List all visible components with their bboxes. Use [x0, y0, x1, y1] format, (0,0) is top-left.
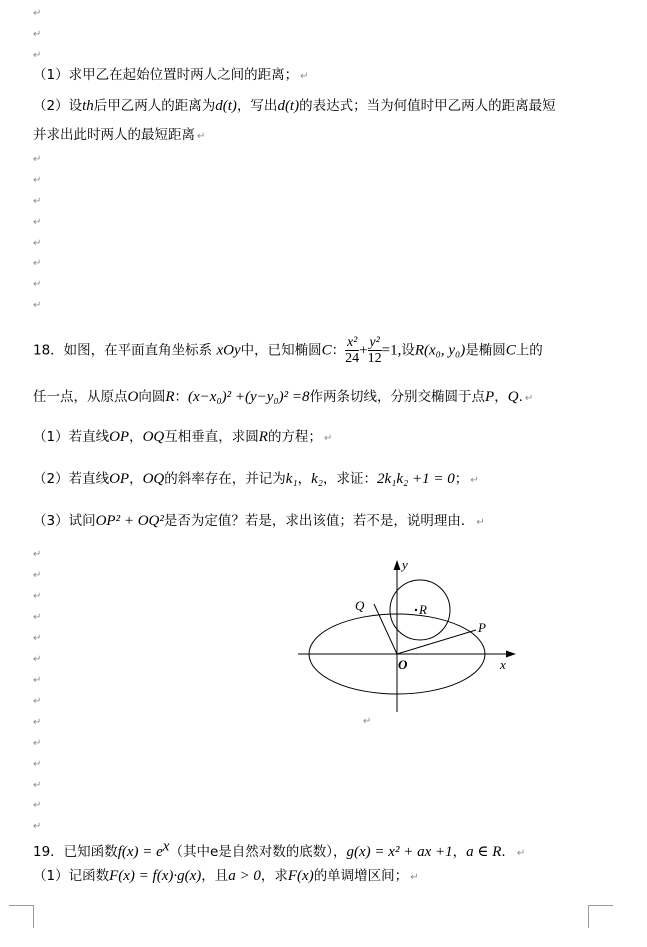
q18-stem-line1: 18．如图，在平面直角坐标系 xOy中，已知椭圆C： $\frac{\text{x²}}{24}$ + $\frac{\text{y²}}{12}$ =1,设R(x₀, y₀)是椭圆C上的 — [33, 335, 543, 366]
paragraph-mark: ↵ — [33, 738, 42, 749]
paragraph-mark: ↵ — [33, 175, 42, 186]
paragraph-mark: ↵ — [33, 633, 42, 644]
paragraph-mark: ↵ — [33, 29, 42, 40]
paragraph-mark: ↵ — [33, 8, 42, 19]
fraction-y2-12: $\frac{\text{y²}}{12}$ — [367, 335, 382, 366]
center-r-dot — [415, 609, 417, 611]
paragraph-mark: ↵ — [363, 716, 372, 727]
paragraph-mark: ↵ — [33, 717, 42, 728]
paragraph-mark: ↵ — [33, 300, 42, 311]
fraction-x2-24: $\frac{\text{x²}}{24}$ — [345, 335, 360, 366]
label-p: P — [478, 620, 486, 635]
paragraph-mark: ↵ — [33, 549, 42, 560]
paragraph-mark: ↵ — [33, 591, 42, 602]
paragraph-mark: ↵ — [33, 50, 42, 61]
q17-part2-line2: 并求出此时两人的最短距离 ↵ — [33, 127, 206, 143]
page-corner-mark-left — [9, 905, 34, 928]
paragraph-mark: ↵ — [33, 612, 42, 623]
y-axis-arrow — [394, 560, 401, 570]
paragraph-mark: ↵ — [33, 654, 42, 665]
q18-sub2: （2）若直线OP，OQ的斜率存在，并记为k₁，k₂，求证：2k₁k₂ +1 = 0； ↵ — [33, 471, 479, 487]
label-x: x — [500, 657, 506, 672]
label-y: y — [402, 557, 408, 572]
page-corner-mark-right — [588, 905, 613, 928]
ellipse-circle-figure — [290, 552, 530, 732]
paragraph-mark: ↵ — [33, 154, 42, 165]
q17-part1: （1）求甲乙在起始位置时两人之间的距离； ↵ — [33, 67, 309, 83]
paragraph-mark: ↵ — [33, 238, 42, 249]
q17-part2: （2）设th后甲乙两人的距离为d(t)，写出d(t)的表达式；当为何值时甲乙两人的距离最短 — [33, 98, 556, 114]
label-q: Q — [355, 598, 365, 613]
q19-sub1: （1）记函数F(x) = f(x)·g(x)，且a > 0，求F(x)的单调增区间； ↵ — [33, 868, 419, 884]
paragraph-mark: ↵ — [33, 759, 42, 770]
q18-sub3: （3）试问OP² + OQ²是否为定值？若是，求出该值；若不是，说明理由． ↵ — [33, 513, 485, 529]
paragraph-mark: ↵ — [33, 780, 42, 791]
label-o: O — [398, 657, 408, 672]
paragraph-mark: ↵ — [33, 217, 42, 228]
q18-sub1: （1）若直线OP，OQ互相垂直，求圆R的方程； ↵ — [33, 429, 333, 445]
label-r: R — [419, 602, 427, 617]
paragraph-mark: ↵ — [33, 696, 42, 707]
line-op — [397, 630, 476, 654]
paragraph-mark: ↵ — [33, 258, 42, 269]
x-axis-arrow — [506, 651, 516, 658]
paragraph-mark: ↵ — [33, 821, 42, 832]
q18-stem-line2: 任一点，从原点O向圆R：(x−x₀)² +(y−y₀)² =8作两条切线，分别交椭圆于点P，Q. ↵ — [33, 389, 534, 405]
q19-stem: 19．已知函数$f(x) = e^x$（其中e是自然对数的底数），g(x) = x² + ax +1，a ∈ R． ↵ — [33, 838, 526, 860]
paragraph-mark: ↵ — [33, 675, 42, 686]
paragraph-mark: ↵ — [33, 279, 42, 290]
paragraph-mark: ↵ — [33, 800, 42, 811]
line-oq — [374, 604, 397, 654]
paragraph-mark: ↵ — [33, 570, 42, 581]
paragraph-mark: ↵ — [33, 196, 42, 207]
